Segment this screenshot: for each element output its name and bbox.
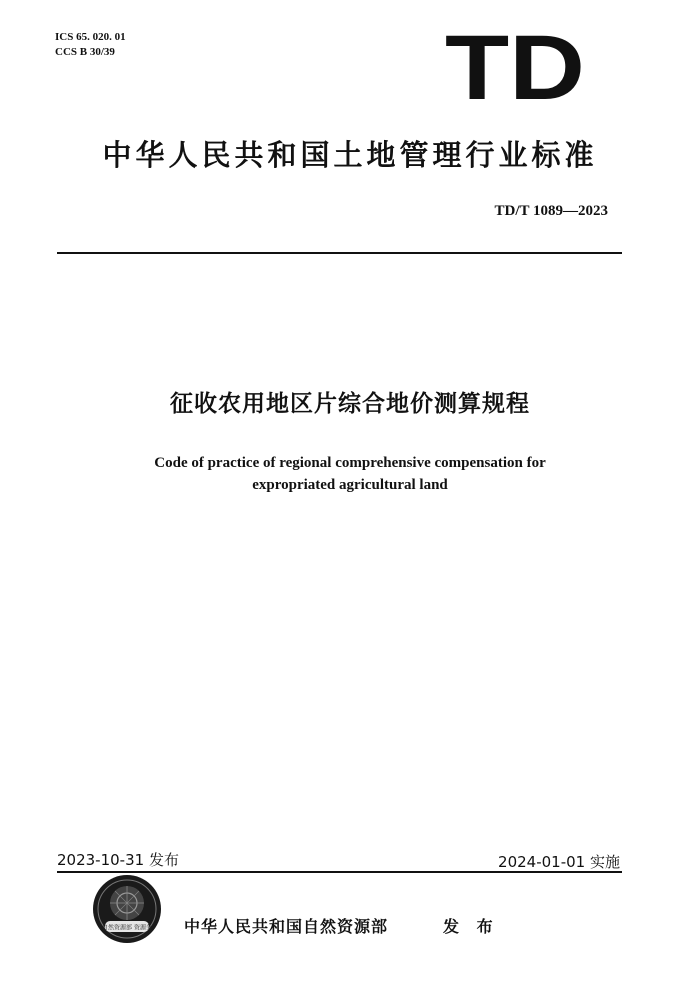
title-en-line-2: expropriated agricultural land: [252, 477, 448, 493]
official-seal-icon: [91, 873, 163, 945]
ics-code: ICS 65. 020. 01: [55, 31, 126, 43]
td-logo: [443, 30, 588, 100]
issue-date: 2023-10-31 发布: [57, 851, 179, 869]
svg-text:TD: TD: [445, 30, 585, 100]
standard-number: TD/T 1089—2023: [494, 203, 608, 219]
document-title-en: [0, 452, 700, 496]
title-en-line-1: Code of practice of regional comprehensive compensation for: [154, 455, 546, 471]
classification-codes: [55, 30, 126, 60]
implementation-date: 2024-01-01 实施: [498, 853, 620, 871]
document-title-cn: 征收农用地区片综合地价测算规程: [170, 391, 530, 417]
header-divider: [57, 252, 622, 254]
svg-text:自然资源部 资源务: 自然资源部 资源务: [102, 924, 152, 932]
publish-label: 发 布: [443, 917, 499, 936]
publisher-name: 中华人民共和国自然资源部: [184, 917, 389, 936]
ccs-code: CCS B 30/39: [55, 46, 115, 58]
issuing-sector-title: 中华人民共和国土地管理行业标准: [102, 138, 598, 172]
